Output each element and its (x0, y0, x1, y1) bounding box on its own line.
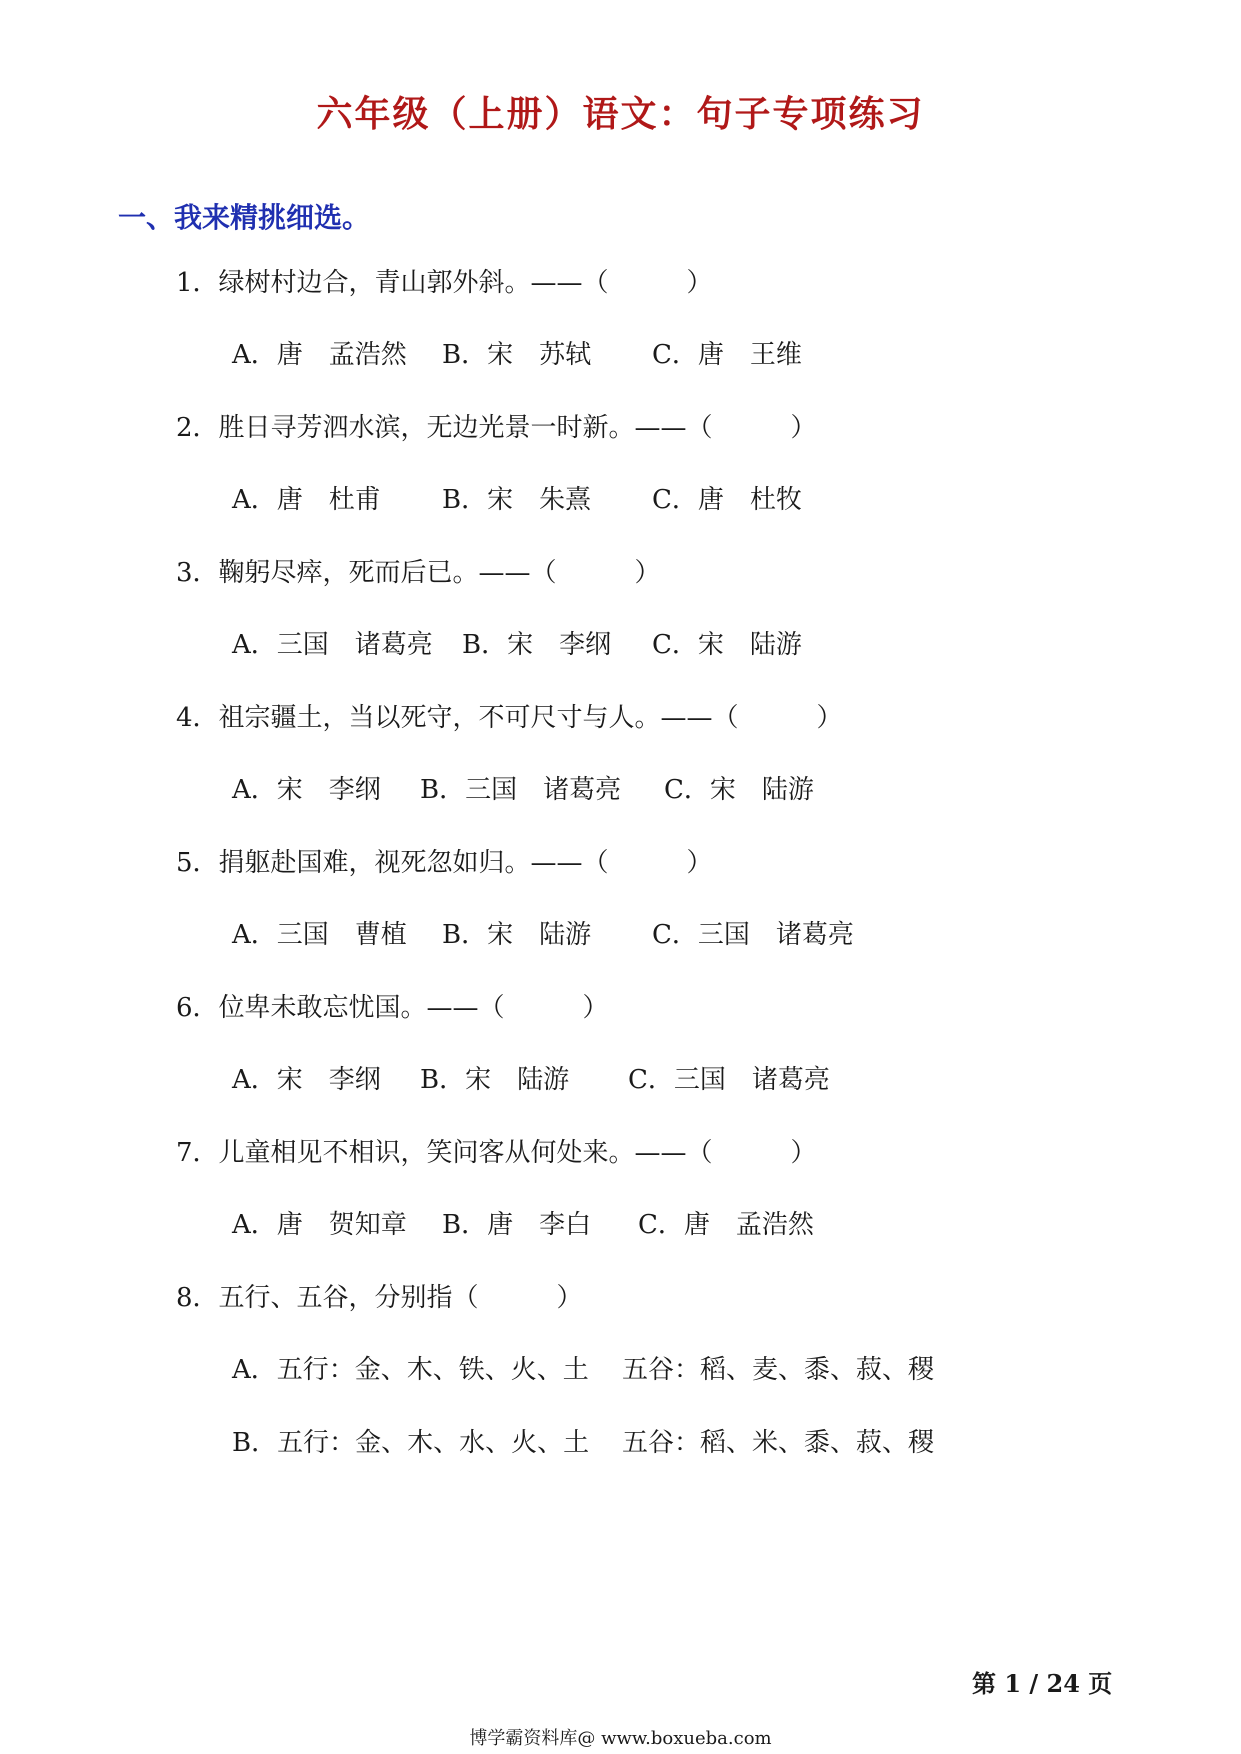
option-b: B．三国 诸葛亮 (420, 775, 622, 805)
option-c: C．唐 王维 (652, 340, 802, 370)
question-7: 7．儿童相见不相识，笑问客从何处来。——（ ） (176, 1138, 817, 1168)
option-b: B．宋 李纲 (462, 630, 612, 660)
option-b: B．宋 陆游 (442, 920, 592, 950)
option-b: B．宋 朱熹 (442, 485, 592, 515)
option-a-wugu: 五谷：稻、麦、黍、菽、稷 (622, 1355, 935, 1385)
option-b: B．宋 陆游 (420, 1065, 570, 1095)
question-1: 1．绿树村边合，青山郭外斜。——（ ） (176, 268, 713, 298)
question-3: 3．鞠躬尽瘁，死而后已。——（ ） (176, 558, 661, 588)
question-8: 8．五行、五谷，分别指（ ） (176, 1283, 583, 1313)
option-b-wuxing: B．五行：金、木、水、火、土 (232, 1428, 590, 1458)
page-title: 六年级（上册）语文：句子专项练习 (316, 93, 925, 135)
option-a: A．宋 李纲 (232, 1065, 381, 1095)
question-5: 5．捐躯赴国难，视死忽如归。——（ ） (176, 848, 713, 878)
question-3-options (232, 624, 1132, 660)
question-7-options (232, 1204, 1132, 1240)
question-2: 2．胜日寻芳泗水滨，无边光景一时新。——（ ） (176, 413, 817, 443)
option-a: A．三国 曹植 (232, 920, 407, 950)
option-c: C．宋 陆游 (652, 630, 802, 660)
option-b: B．宋 苏轼 (442, 340, 592, 370)
question-4: 4．祖宗疆土，当以死守，不可尺寸与人。——（ ） (176, 703, 843, 733)
page-number: 第 1 / 24 页 (972, 1669, 1113, 1698)
question-6: 6．位卑未敢忘忧国。——（ ） (176, 993, 609, 1023)
option-a: A．唐 孟浩然 (232, 340, 407, 370)
option-a: A．宋 李纲 (232, 775, 381, 805)
site-watermark: 博学霸资料库@ www.boxueba.com (469, 1728, 772, 1749)
option-c: C．唐 杜牧 (652, 485, 802, 515)
option-c: C．宋 陆游 (664, 775, 814, 805)
section-heading: 一、我来精挑细选。 (118, 201, 371, 234)
question-8-option-a-row (232, 1349, 1132, 1385)
question-8-option-b-row (232, 1422, 1132, 1458)
option-a-wuxing: A．五行：金、木、铁、火、土 (232, 1355, 589, 1385)
option-a: A．三国 诸葛亮 (232, 630, 433, 660)
option-b-wugu: 五谷：稻、米、黍、菽、稷 (622, 1428, 935, 1458)
question-4-options (232, 769, 1132, 805)
option-c: C．三国 诸葛亮 (652, 920, 854, 950)
option-b: B．唐 李白 (442, 1210, 592, 1240)
question-5-options (232, 914, 1132, 950)
question-1-options (232, 334, 1132, 370)
question-2-options (232, 479, 1132, 515)
option-c: C．三国 诸葛亮 (628, 1065, 830, 1095)
option-a: A．唐 杜甫 (232, 485, 381, 515)
option-c: C．唐 孟浩然 (638, 1210, 814, 1240)
question-6-options (232, 1059, 1132, 1095)
option-a: A．唐 贺知章 (232, 1210, 407, 1240)
